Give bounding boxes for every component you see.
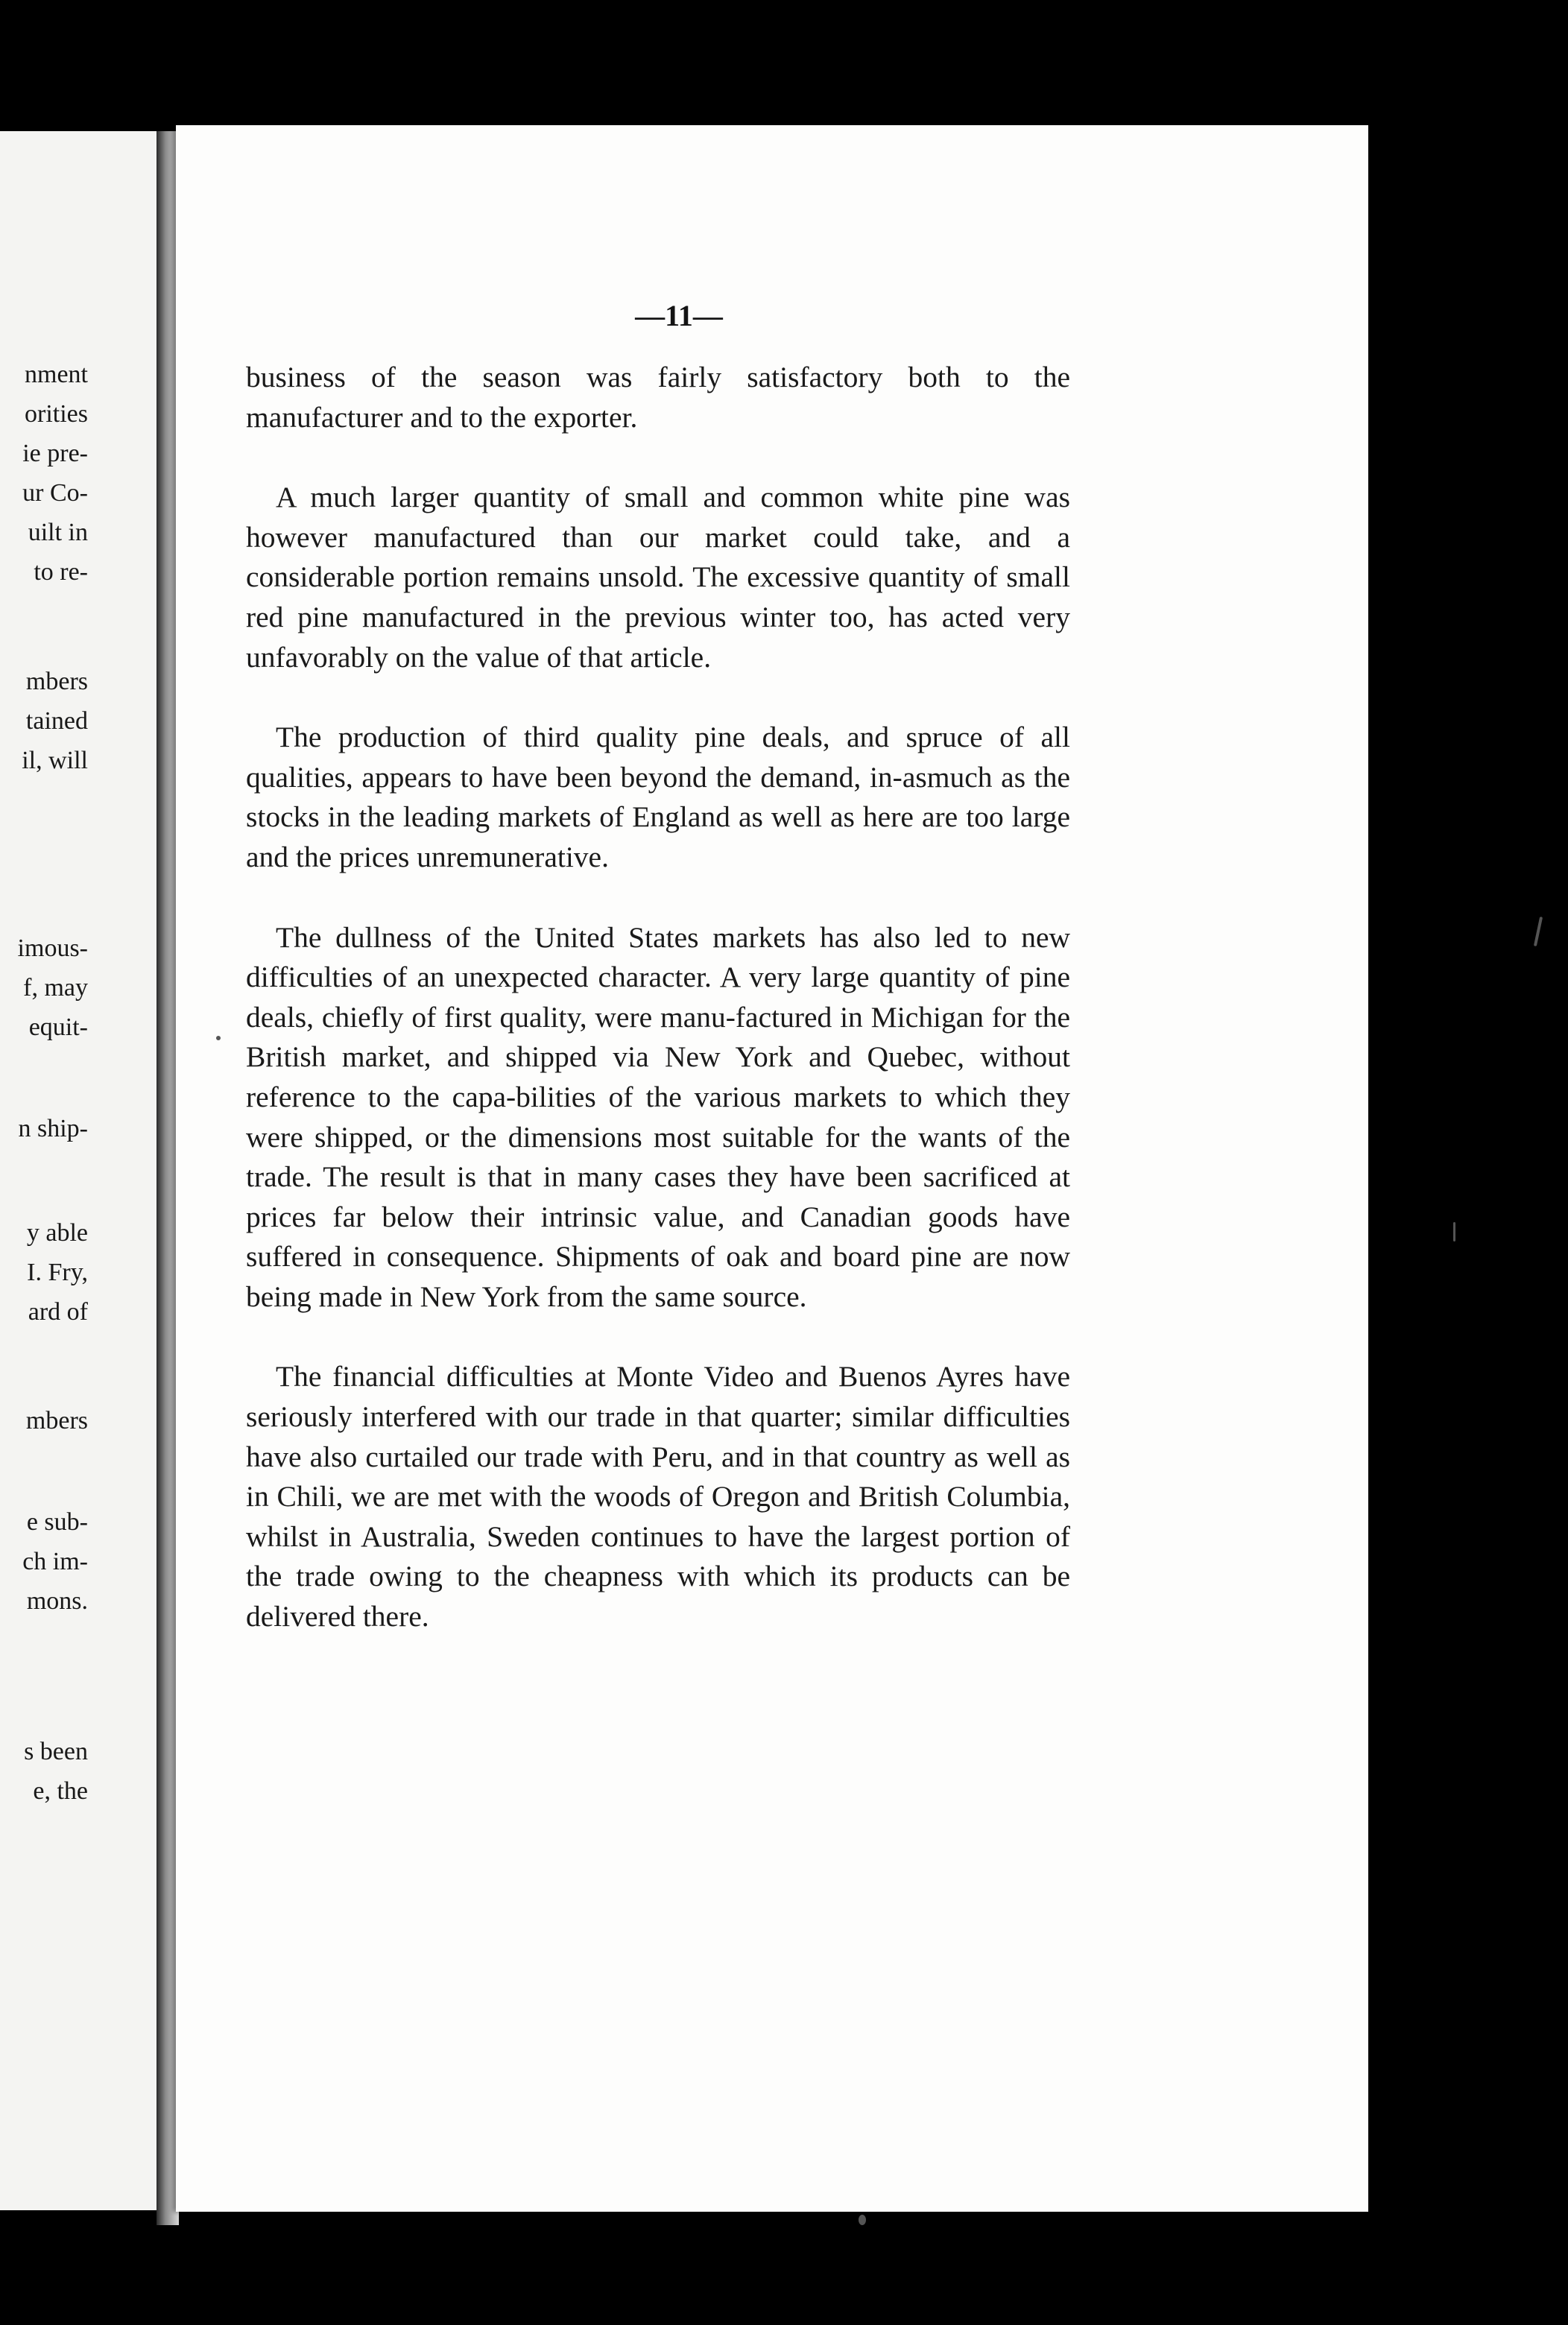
body-text [246, 358, 1070, 1677]
left-fragment: f, may [23, 974, 88, 1002]
left-fragment: ard of [28, 1298, 88, 1326]
page-number: —11— [635, 299, 723, 332]
left-fragment: mbers [25, 1407, 88, 1434]
left-fragment: mbers [25, 668, 88, 695]
right-page [176, 125, 1368, 2212]
left-fragment: I. Fry, [27, 1259, 88, 1286]
left-fragment: il, will [22, 747, 88, 774]
left-fragment: s been [24, 1738, 88, 1765]
left-fragment: ch im- [22, 1548, 88, 1575]
paragraph: The financial difficulties at Monte Video and Buenos Ayres have seriously interfered with our trade in that quarter; similar difficulties have also curtailed our trade with Peru, and in that country as well as in Chili, we are met with the woods of Oregon and British Columbia, whilst in Australia, Sweden continues to have the largest portion of the trade owing to the cheapness with which its products can be delivered there. [246, 1360, 1070, 1633]
left-fragment: ur Co- [22, 479, 88, 507]
paragraph: A much larger quantity of small and common white pine was however manufactured than our market could take, and a considerable portion remains unsold. The excessive quantity of small red pine manufactured in the previous winter too, has acted very unfavorably on the value of that article. [246, 481, 1070, 674]
left-fragment: imous- [17, 934, 88, 962]
left-fragment: tained [25, 707, 88, 735]
paragraph: The dullness of the United States markets has also led to new difficulties of an unexpected character. A very large quantity of pine deals, chiefly of first quality, were manu-factured in Michigan for the British market, and shipped via New York and Quebec, without reference to the capa-bilities of the various markets to which they were shipped, or the dimensions most suitable for the wants of the trade. The result is that in many cases they have been sacrificed at prices far below their intrinsic value, and Canadian goods have suffered in consequence. Shipments of oak and board pine are now being made in New York from the same source. [246, 920, 1070, 1313]
paragraph: business of the season was fairly satisfactory both to the manufacturer and to the exporter. [246, 361, 1070, 434]
left-fragment: e, the [33, 1777, 88, 1805]
paragraph: The production of third quality pine deals, and spruce of all qualities, appears to have been beyond the demand, in-asmuch as the stocks in the leading markets of England as well as here are too large and the prices unremunerative. [246, 721, 1070, 873]
scan-speck [1453, 1222, 1455, 1241]
left-facing-page [0, 131, 157, 2210]
left-fragment: e sub- [26, 1508, 88, 1536]
left-fragment: n ship- [18, 1115, 88, 1142]
scan-speck [859, 2215, 866, 2225]
scan-speck [1534, 917, 1543, 946]
left-fragment: uilt in [28, 519, 88, 546]
left-fragment: y able [26, 1219, 88, 1247]
left-fragment: orities [25, 400, 88, 428]
left-fragment: to re- [34, 558, 88, 586]
left-fragment: equit- [28, 1013, 88, 1041]
left-fragment: ie pre- [22, 440, 88, 467]
left-fragment: mons. [26, 1587, 88, 1615]
left-fragment: nment [25, 361, 88, 388]
scan-speck [216, 1036, 221, 1040]
